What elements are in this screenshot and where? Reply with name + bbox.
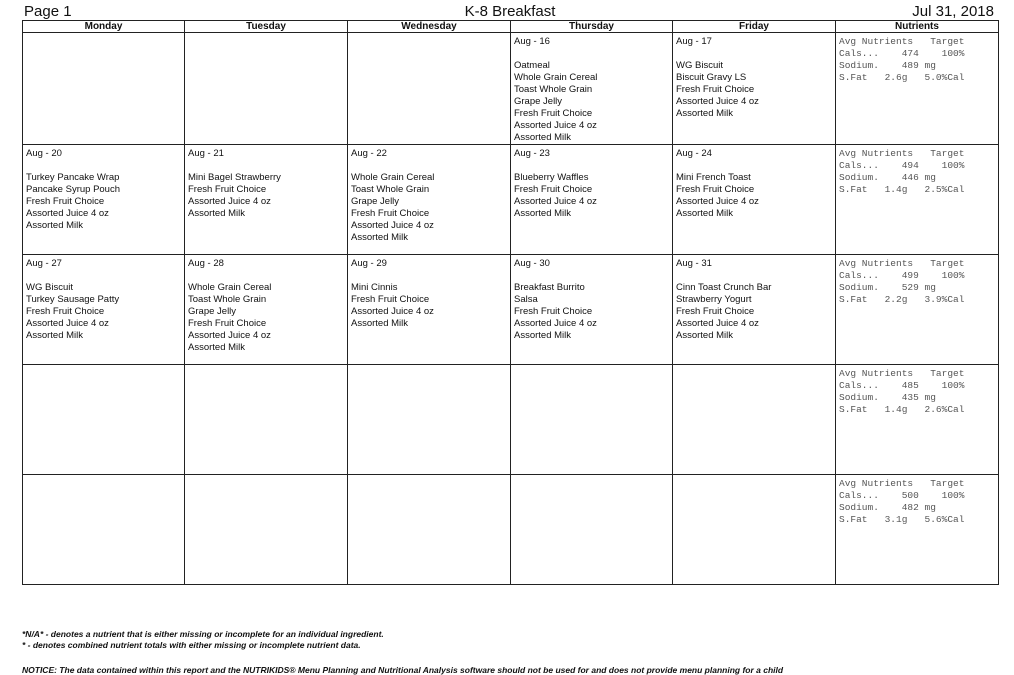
nutrient-cals: Cals... 494 100%	[839, 160, 965, 171]
menu-item: Whole Grain Cereal	[188, 282, 272, 293]
nutrient-header: Avg Nutrients Target	[839, 36, 965, 47]
day-cell	[348, 475, 511, 585]
menu-item: Fresh Fruit Choice	[188, 184, 267, 195]
nutrient-sfat: S.Fat 2.2g 3.9%Cal	[839, 294, 965, 305]
nutrient-cals: Cals... 499 100%	[839, 270, 965, 281]
menu-item: Assorted Juice 4 oz	[514, 196, 597, 207]
day-cell	[673, 145, 836, 255]
nutrient-sodium: Sodium. 482 mg	[839, 502, 936, 513]
day-cell	[511, 255, 673, 365]
day-cell	[511, 475, 673, 585]
nutrient-cals: Cals... 474 100%	[839, 48, 965, 59]
menu-item: Assorted Juice 4 oz	[351, 220, 434, 231]
nutrients-cell	[836, 33, 999, 145]
day-cell	[348, 33, 511, 145]
menu-item: Assorted Juice 4 oz	[514, 120, 597, 131]
nutrient-sfat: S.Fat 2.6g 5.0%Cal	[839, 72, 965, 83]
day-cell	[511, 33, 673, 145]
menu-item: Assorted Milk	[676, 208, 734, 219]
nutrients-cell	[836, 145, 999, 255]
na-footnote: *N/A* - denotes a nutrient that is either missing or incomplete for an individual ingredient.	[22, 629, 384, 639]
nutrient-sodium: Sodium. 435 mg	[839, 392, 936, 403]
day-cell	[185, 255, 348, 365]
day-date: Aug - 24	[676, 148, 712, 159]
nutrient-header: Avg Nutrients Target	[839, 478, 965, 489]
menu-item: Assorted Milk	[514, 330, 572, 341]
day-cell	[673, 33, 836, 145]
menu-item: Assorted Milk	[514, 132, 572, 143]
menu-item: Grape Jelly	[514, 96, 563, 107]
col-header-monday: Monday	[23, 21, 185, 33]
menu-item: Assorted Milk	[676, 108, 734, 119]
menu-item: Fresh Fruit Choice	[351, 294, 430, 305]
menu-item: Assorted Milk	[514, 208, 572, 219]
day-date: Aug - 21	[188, 148, 224, 159]
nutrient-header: Avg Nutrients Target	[839, 368, 965, 379]
day-cell	[511, 145, 673, 255]
report-title: K-8 Breakfast	[464, 3, 556, 20]
col-header-wednesday: Wednesday	[348, 21, 511, 33]
day-cell	[348, 365, 511, 475]
day-cell	[23, 475, 185, 585]
week-row	[23, 475, 999, 585]
nutrient-sfat: S.Fat 1.4g 2.5%Cal	[839, 184, 965, 195]
menu-calendar	[22, 20, 999, 585]
day-date: Aug - 28	[188, 258, 224, 269]
menu-item: Assorted Juice 4 oz	[188, 330, 271, 341]
day-cell	[673, 255, 836, 365]
menu-item: Toast Whole Grain	[188, 294, 267, 305]
report-header	[22, 3, 998, 20]
menu-item: Assorted Juice 4 oz	[676, 318, 759, 329]
menu-item: WG Biscuit	[26, 282, 73, 293]
menu-item: Assorted Milk	[188, 208, 246, 219]
menu-item: Grape Jelly	[188, 306, 237, 317]
day-date: Aug - 30	[514, 258, 550, 269]
menu-item: Assorted Juice 4 oz	[351, 306, 434, 317]
nutrient-cals: Cals... 500 100%	[839, 490, 965, 501]
week-row	[23, 255, 999, 365]
menu-item: Biscuit Gravy LS	[676, 72, 747, 83]
col-header-friday: Friday	[673, 21, 836, 33]
menu-item: Cinn Toast Crunch Bar	[676, 282, 772, 293]
menu-item: Fresh Fruit Choice	[676, 306, 755, 317]
weekday-header-row	[23, 21, 999, 33]
day-date: Aug - 23	[514, 148, 550, 159]
menu-item: Fresh Fruit Choice	[514, 184, 593, 195]
week-row	[23, 145, 999, 255]
menu-item: Assorted Milk	[351, 232, 409, 243]
nutrients-cell	[836, 475, 999, 585]
menu-item: Whole Grain Cereal	[351, 172, 435, 183]
nutrient-header: Avg Nutrients Target	[839, 258, 965, 269]
menu-item: Breakfast Burrito	[514, 282, 585, 293]
menu-item: Assorted Milk	[26, 330, 84, 341]
day-cell	[23, 365, 185, 475]
menu-item: Assorted Juice 4 oz	[26, 318, 109, 329]
menu-item: Assorted Milk	[188, 342, 246, 353]
week-row	[23, 365, 999, 475]
menu-item: Toast Whole Grain	[351, 184, 430, 195]
day-date: Aug - 16	[514, 36, 550, 47]
day-cell	[511, 365, 673, 475]
day-cell	[185, 145, 348, 255]
day-date: Aug - 20	[26, 148, 62, 159]
col-header-tuesday: Tuesday	[185, 21, 348, 33]
day-cell	[348, 145, 511, 255]
day-date: Aug - 27	[26, 258, 62, 269]
day-cell	[23, 255, 185, 365]
nutrient-sodium: Sodium. 446 mg	[839, 172, 936, 183]
page-number: Page 1	[24, 3, 72, 20]
col-header-thursday: Thursday	[511, 21, 673, 33]
menu-item: Whole Grain Cereal	[514, 72, 598, 83]
notice-text: NOTICE: The data contained within this report and the NUTRIKIDS® Menu Planning and Nutritional Analysis software should not be used for and does not provide menu planning for a child	[22, 665, 784, 675]
menu-item: Assorted Juice 4 oz	[188, 196, 271, 207]
menu-item: Mini Cinnis	[351, 282, 398, 293]
report-date: Jul 31, 2018	[912, 3, 994, 20]
menu-item: Fresh Fruit Choice	[676, 184, 755, 195]
menu-item: Assorted Milk	[26, 220, 84, 231]
day-cell	[673, 475, 836, 585]
day-cell	[185, 365, 348, 475]
nutrients-cell	[836, 365, 999, 475]
menu-item: Fresh Fruit Choice	[676, 84, 755, 95]
star-footnote: * - denotes combined nutrient totals with either missing or incomplete nutrient data.	[22, 640, 361, 650]
day-cell	[673, 365, 836, 475]
menu-item: Turkey Sausage Patty	[26, 294, 120, 305]
menu-item: Blueberry Waffles	[514, 172, 589, 183]
day-date: Aug - 17	[676, 36, 712, 47]
menu-item: Fresh Fruit Choice	[26, 196, 105, 207]
menu-item: Assorted Juice 4 oz	[26, 208, 109, 219]
day-date: Aug - 22	[351, 148, 387, 159]
menu-item: Grape Jelly	[351, 196, 400, 207]
menu-item: Assorted Juice 4 oz	[676, 96, 759, 107]
day-cell	[185, 33, 348, 145]
nutrients-cell	[836, 255, 999, 365]
menu-item: Mini Bagel Strawberry	[188, 172, 281, 183]
nutrient-header: Avg Nutrients Target	[839, 148, 965, 159]
menu-item: Fresh Fruit Choice	[514, 108, 593, 119]
menu-item: Pancake Syrup Pouch	[26, 184, 121, 195]
menu-item: Assorted Milk	[676, 330, 734, 341]
menu-item: Assorted Juice 4 oz	[676, 196, 759, 207]
menu-item: Turkey Pancake Wrap	[26, 172, 120, 183]
day-cell	[348, 255, 511, 365]
menu-item: Fresh Fruit Choice	[514, 306, 593, 317]
nutrient-sodium: Sodium. 489 mg	[839, 60, 936, 71]
day-date: Aug - 31	[676, 258, 712, 269]
day-cell	[23, 33, 185, 145]
day-cell	[185, 475, 348, 585]
col-header-nutrients: Nutrients	[836, 21, 999, 33]
menu-item: Fresh Fruit Choice	[188, 318, 267, 329]
menu-item: WG Biscuit	[676, 60, 723, 71]
menu-item: Toast Whole Grain	[514, 84, 593, 95]
menu-item: Mini French Toast	[676, 172, 751, 183]
menu-item: Assorted Milk	[351, 318, 409, 329]
nutrient-sfat: S.Fat 1.4g 2.6%Cal	[839, 404, 965, 415]
nutrient-cals: Cals... 485 100%	[839, 380, 965, 391]
menu-item: Strawberry Yogurt	[676, 294, 752, 305]
menu-item: Fresh Fruit Choice	[26, 306, 105, 317]
day-date: Aug - 29	[351, 258, 387, 269]
menu-item: Salsa	[514, 294, 538, 305]
menu-item: Assorted Juice 4 oz	[514, 318, 597, 329]
nutrient-sfat: S.Fat 3.1g 5.6%Cal	[839, 514, 965, 525]
nutrient-sodium: Sodium. 529 mg	[839, 282, 936, 293]
day-cell	[23, 145, 185, 255]
menu-item: Oatmeal	[514, 60, 550, 71]
menu-item: Fresh Fruit Choice	[351, 208, 430, 219]
week-row	[23, 33, 999, 145]
